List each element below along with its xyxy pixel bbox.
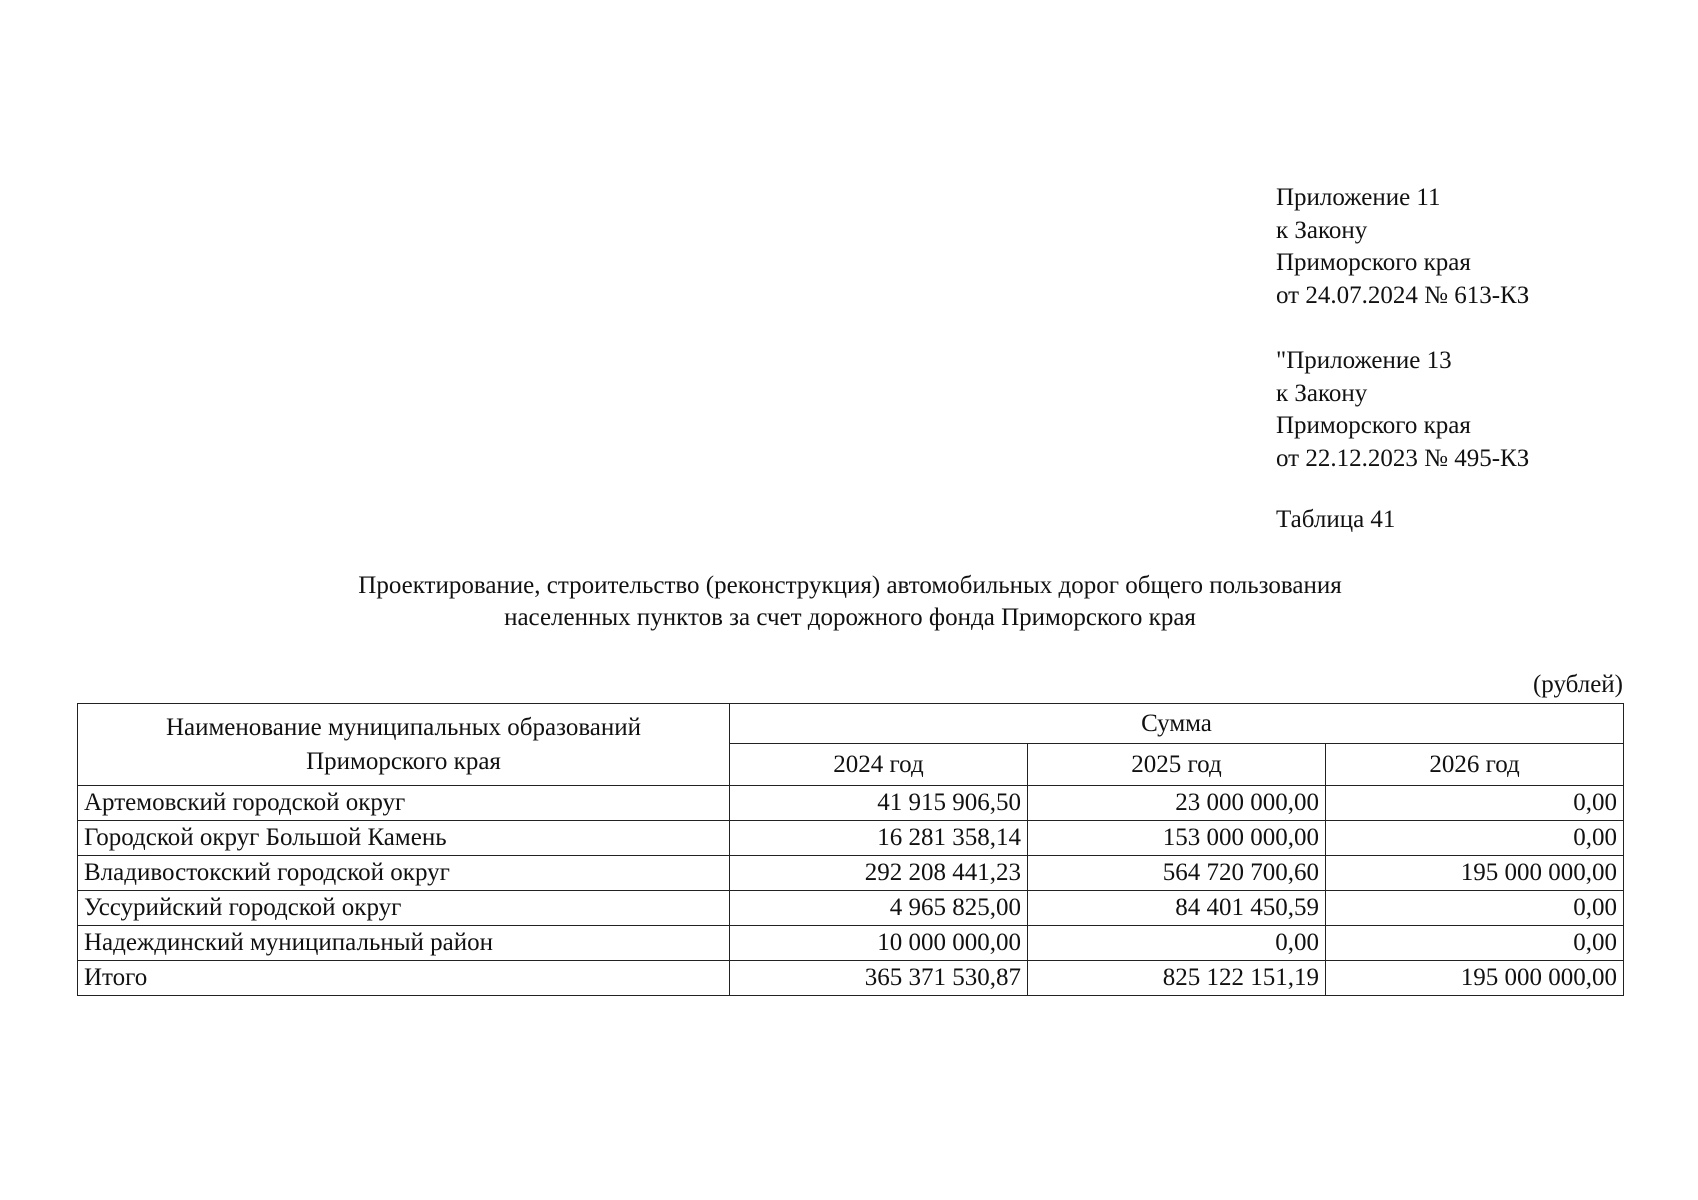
amount-2025: 84 401 450,59 — [1028, 891, 1326, 926]
amount-2024: 10 000 000,00 — [730, 926, 1028, 961]
table-row — [78, 786, 1624, 821]
amount-2024: 41 915 906,50 — [730, 786, 1028, 821]
amount-2024: 4 965 825,00 — [730, 891, 1028, 926]
amount-2025: 153 000 000,00 — [1028, 821, 1326, 856]
appendix-line: к Закону — [1276, 216, 1368, 244]
amount-2025: 23 000 000,00 — [1028, 786, 1326, 821]
total-label: Итого — [78, 961, 730, 996]
appendix-line: Приморского края — [1276, 412, 1471, 439]
amount-2026: 0,00 — [1326, 821, 1624, 856]
appendix-line: к Закону — [1276, 379, 1368, 407]
column-header-sum: Сумма — [730, 704, 1624, 744]
amount-2025: 0,00 — [1028, 926, 1326, 961]
total-2024: 365 371 530,87 — [730, 961, 1028, 996]
column-header-2025: 2025 год — [1028, 744, 1326, 786]
title-line: Проектирование, строительство (реконструкция) автомобильных дорог общего пользования — [358, 572, 1342, 599]
total-row — [78, 961, 1624, 996]
amount-2025: 564 720 700,60 — [1028, 856, 1326, 891]
amount-2026: 0,00 — [1326, 786, 1624, 821]
appendix-reference-current — [1276, 182, 1529, 312]
appendix-line: от 24.07.2024 № 613-КЗ — [1276, 281, 1530, 309]
municipality-name: Городской округ Большой Камень — [78, 821, 730, 856]
table-number: Таблица 41 — [1276, 506, 1396, 533]
appendix-line: от 22.12.2023 № 495-КЗ — [1276, 444, 1530, 472]
municipality-name: Надеждинский муниципальный район — [78, 926, 730, 961]
header-line: Приморского края — [306, 747, 501, 775]
municipality-name: Владивостокский городской округ — [78, 856, 730, 891]
amount-2026: 0,00 — [1326, 926, 1624, 961]
table-row — [78, 821, 1624, 856]
table-row — [78, 891, 1624, 926]
municipality-name: Уссурийский городской округ — [78, 891, 730, 926]
appendix-reference-amended — [1276, 345, 1529, 475]
title-line: населенных пунктов за счет дорожного фонда Приморского края — [504, 604, 1196, 631]
total-2026: 195 000 000,00 — [1326, 961, 1624, 996]
appendix-line: Приморского края — [1276, 249, 1471, 276]
amount-2026: 195 000 000,00 — [1326, 856, 1624, 891]
amount-2026: 0,00 — [1326, 891, 1624, 926]
amount-2024: 292 208 441,23 — [730, 856, 1028, 891]
table-row — [78, 856, 1624, 891]
appendix-line: Приложение 11 — [1276, 184, 1441, 211]
total-2025: 825 122 151,19 — [1028, 961, 1326, 996]
header-line: Наименование муниципальных образований — [165, 713, 642, 741]
units-label: (рублей) — [1532, 671, 1623, 698]
amount-2024: 16 281 358,14 — [730, 821, 1028, 856]
appendix-line: "Приложение 13 — [1276, 347, 1452, 374]
municipality-name: Артемовский городской округ — [78, 786, 730, 821]
column-header-2024: 2024 год — [730, 744, 1028, 786]
document-title — [150, 570, 1550, 634]
column-header-municipality — [78, 704, 730, 786]
funding-table — [77, 703, 1624, 996]
table-row — [78, 926, 1624, 961]
column-header-2026: 2026 год — [1326, 744, 1624, 786]
